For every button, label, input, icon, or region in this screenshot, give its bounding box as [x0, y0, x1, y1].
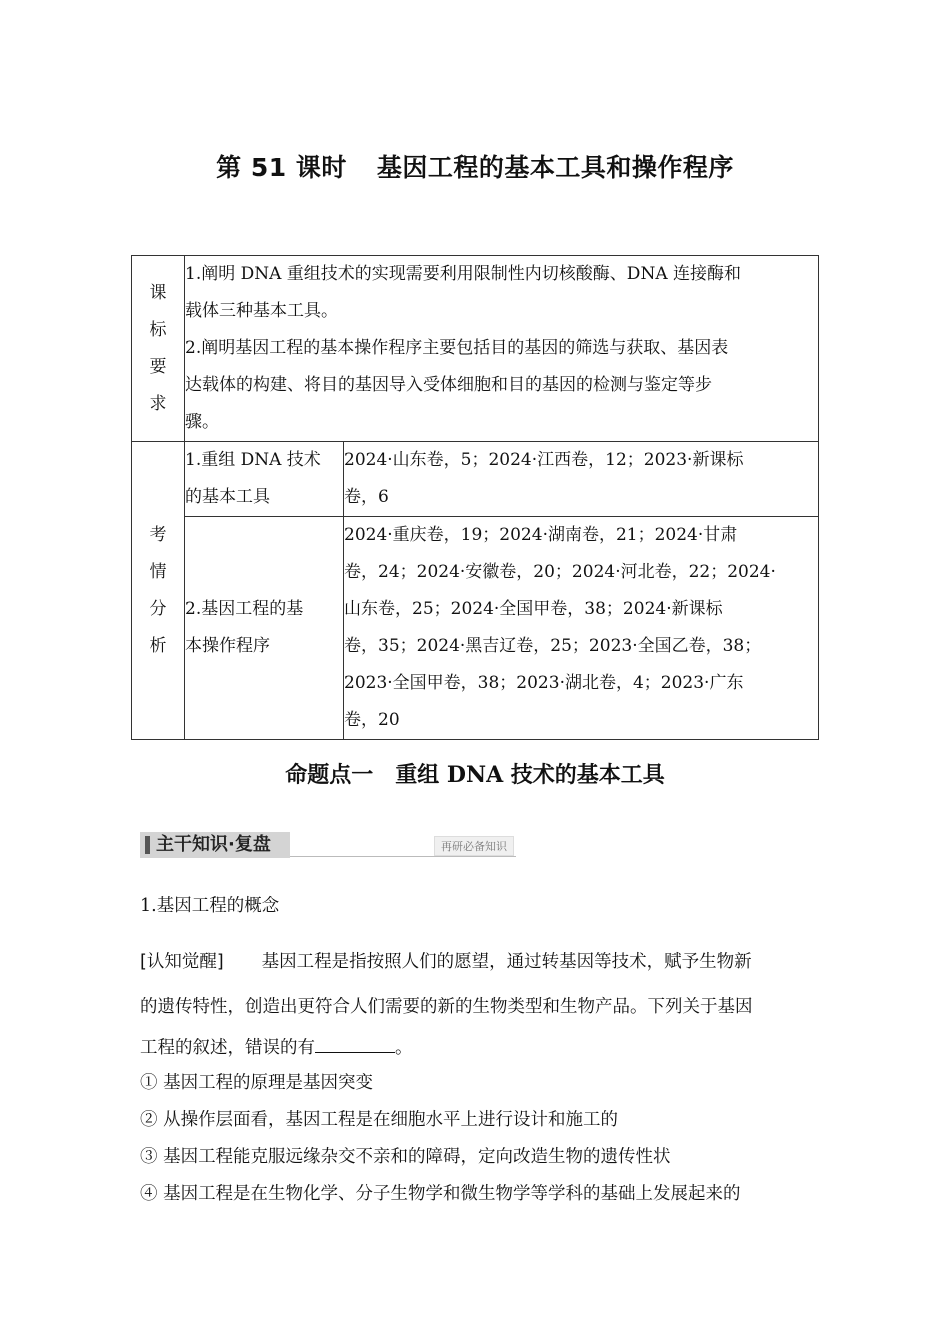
requirements-table	[131, 255, 819, 740]
exam-label-char: 析	[149, 635, 167, 656]
curriculum-line: 载体三种基本工具。	[185, 301, 338, 321]
answer-blank[interactable]	[315, 1038, 395, 1053]
curriculum-content	[185, 256, 819, 442]
curriculum-label	[132, 256, 185, 442]
exam-label	[132, 442, 185, 740]
banner-marker	[145, 836, 150, 854]
curriculum-line: 2.阐明基因工程的基本操作程序主要包括目的基因的筛选与获取、基因表	[185, 338, 729, 358]
curriculum-label-char: 要	[149, 356, 167, 377]
banner-label: 主干知识·复盘	[156, 834, 271, 855]
exam-source-line: 2024·山东卷，5；2024·江西卷，12；2023·新课标	[344, 450, 744, 470]
exam-topic-line: 的基本工具	[185, 487, 270, 507]
option-item: ① 基因工程的原理是基因突变	[140, 1073, 374, 1093]
exam-topic-line: 1.重组 DNA 技术	[185, 450, 321, 470]
exam-source-line: 卷，35；2024·黑吉辽卷，25；2023·全国乙卷，38；	[344, 636, 762, 656]
curriculum-label-char: 课	[149, 282, 167, 303]
question-paragraph	[140, 940, 820, 1067]
question-line-2: 的遗传特性，创造出更符合人们需要的新的生物类型和生物产品。下列关于基因	[140, 997, 753, 1017]
exam-source-line: 山东卷，25；2024·全国甲卷，38；2024·新课标	[344, 599, 723, 619]
question-line-3	[140, 1030, 820, 1067]
question-text: 。	[395, 1038, 413, 1058]
exam-source-line: 卷，6	[344, 487, 389, 507]
exam-sources	[344, 517, 819, 740]
section-heading	[0, 758, 950, 789]
exam-row-2	[132, 517, 819, 740]
exam-sources	[344, 442, 819, 517]
question-line-1	[140, 940, 820, 985]
curriculum-row	[132, 256, 819, 442]
exam-source-line: 2023·全国甲卷，38；2023·湖北卷，4；2023·广东	[344, 673, 744, 693]
exam-source-line: 卷，24；2024·安徽卷，20；2024·河北卷，22；2024·	[344, 562, 776, 582]
curriculum-label-char: 标	[149, 319, 167, 340]
lesson-number: 第 51 课时	[216, 153, 347, 182]
option-item: ③ 基因工程能克服远缘杂交不亲和的障碍，定向改造生物的遗传性状	[140, 1147, 671, 1167]
exam-topic-line: 本操作程序	[185, 636, 270, 656]
curriculum-line: 1.阐明 DNA 重组技术的实现需要利用限制性内切核酸酶、DNA 连接酶和	[185, 264, 741, 284]
option-item: ④ 基因工程是在生物化学、分子生物学和微生物学等学科的基础上发展起来的	[140, 1184, 741, 1204]
banner-rule	[290, 834, 516, 857]
exam-label-char: 情	[149, 561, 167, 582]
curriculum-label-char: 求	[149, 393, 167, 414]
exam-row-1	[132, 442, 819, 517]
exam-topic-line: 2.基因工程的基	[185, 599, 304, 619]
question-lead: [认知觉醒]	[140, 952, 224, 972]
curriculum-line: 骤。	[185, 412, 219, 432]
exam-label-char: 分	[149, 598, 167, 619]
lesson-title	[0, 148, 950, 184]
knowledge-banner	[140, 832, 516, 858]
exam-topic	[185, 517, 344, 740]
question-text: 基因工程是指按照人们的愿望，通过转基因等技术，赋予生物新	[261, 952, 752, 972]
curriculum-line: 达载体的构建、将目的基因导入受体细胞和目的基因的检测与鉴定等步	[185, 375, 712, 395]
exam-source-line: 2024·重庆卷，19；2024·湖南卷，21；2024·甘肃	[344, 525, 738, 545]
concept-heading: 1.基因工程的概念	[140, 896, 280, 916]
banner-tag: 再研必备知识	[434, 836, 514, 856]
section-number: 命题点一	[285, 762, 374, 788]
section-topic: 重组 DNA 技术的基本工具	[395, 762, 665, 788]
exam-topic	[185, 442, 344, 517]
exam-source-line: 卷，20	[344, 710, 400, 730]
question-text: 工程的叙述，错误的有	[140, 1038, 315, 1058]
option-list	[140, 1065, 820, 1213]
lesson-topic: 基因工程的基本工具和操作程序	[376, 153, 734, 182]
option-item: ② 从操作层面看，基因工程是在细胞水平上进行设计和施工的	[140, 1110, 619, 1130]
exam-label-char: 考	[149, 524, 167, 545]
